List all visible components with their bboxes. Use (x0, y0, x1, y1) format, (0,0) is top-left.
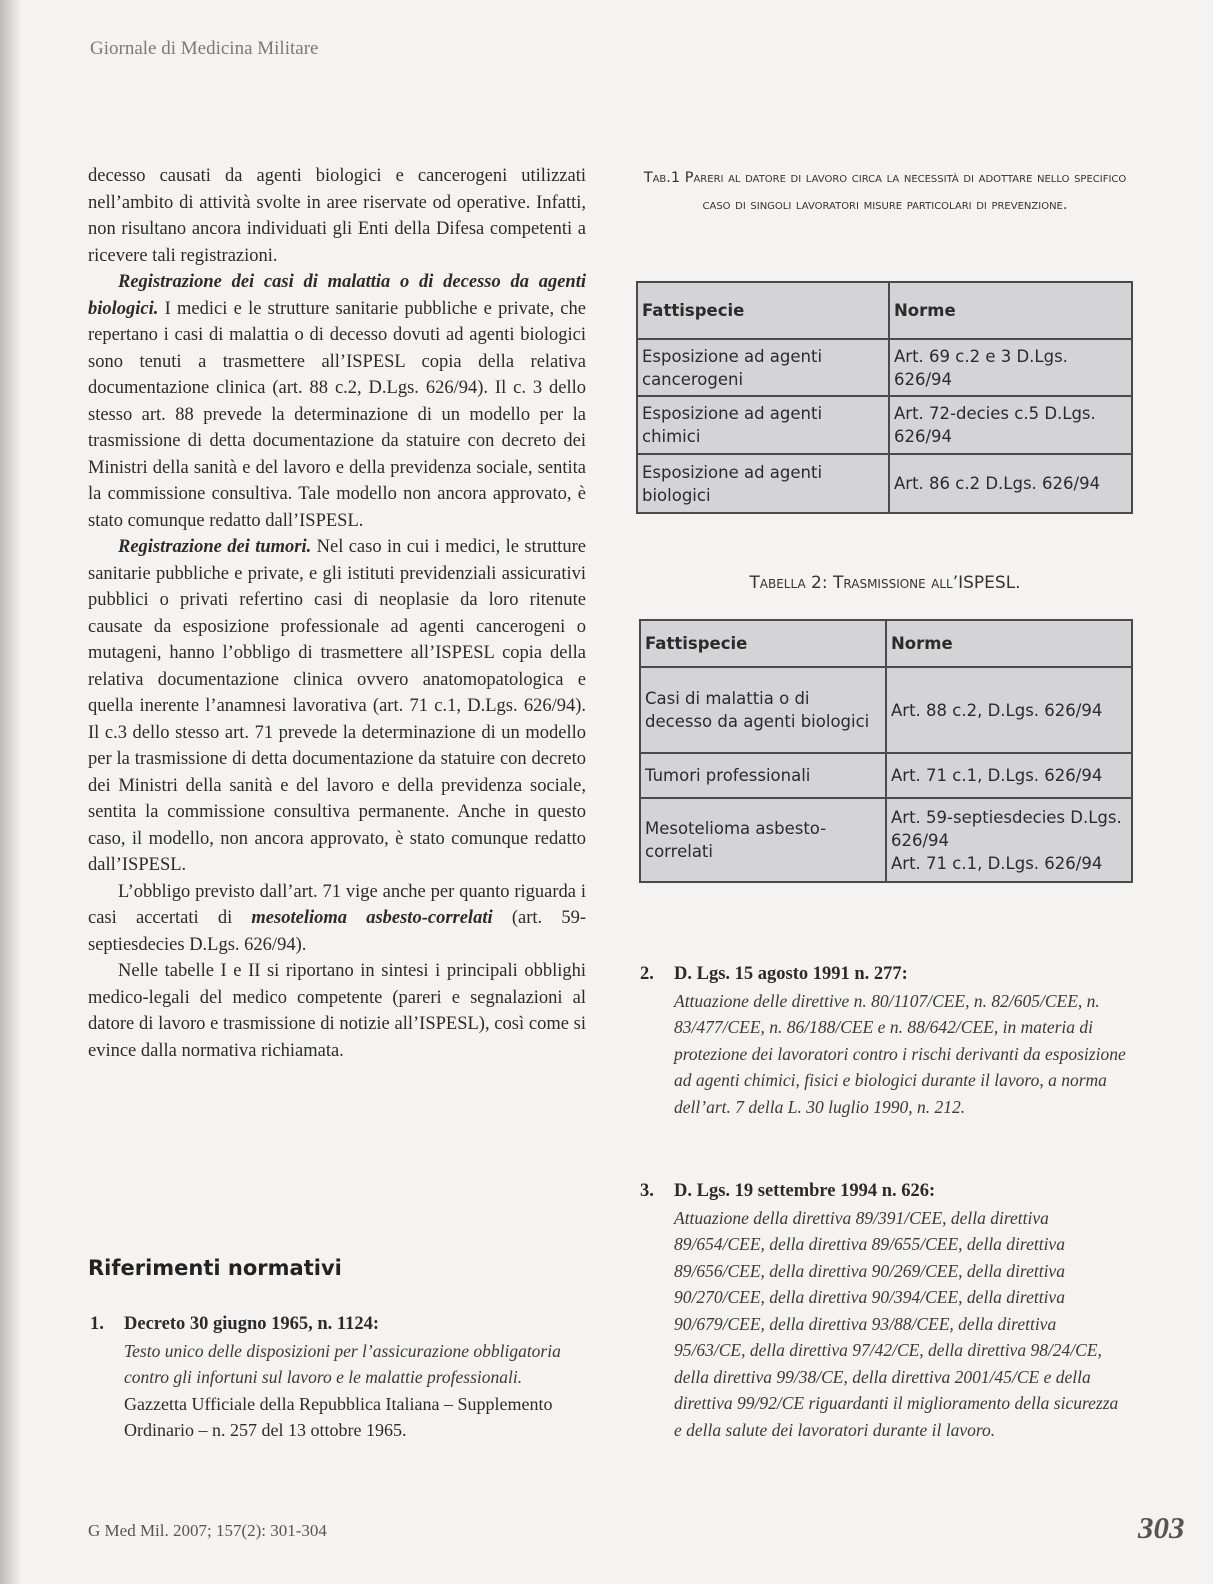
table-cell: Esposizione ad agenti chimici (637, 396, 889, 454)
reference-2 (640, 961, 1128, 1120)
reference-title: D. Lgs. 19 settembre 1994 n. 626: (674, 1181, 936, 1201)
table-1-caption: Tab.1 Pareri al datore di lavoro circa la necessità di adottare nello specifico caso di singoli lavoratori misure particolari di prevenzione. (643, 170, 1127, 213)
binding-shadow (0, 0, 22, 1584)
footer-citation: G Med Mil. 2007; 157(2): 301-304 (88, 1521, 327, 1540)
reference-number: 3. (640, 1181, 654, 1201)
reference-number: 2. (640, 964, 654, 984)
table-cell: Art. 72-decies c.5 D.Lgs. 626/94 (889, 396, 1132, 454)
table-cell (886, 798, 1132, 882)
table-cell: Art. 86 c.2 D.Lgs. 626/94 (889, 454, 1132, 513)
table-cell: Casi di malattia o di decesso da agenti biologici (640, 667, 886, 753)
table-cell: Esposizione ad agenti cancerogeni (637, 339, 889, 396)
paragraph-text: I medici e le strutture sanitarie pubbliche e private, che repertano i casi di malattia o di decesso dovuti ad agenti biologici sono tenuti a trasmettere all’ISPESL copia della relativa documentazione clinica (art. 88 c.2, D.Lgs. 626/94). Il c. 3 dello stesso art. 88 prevede la determinazione di un modello per la trasmissione di detta documentazione da statuire con decreto dei Ministri della sanità e del lavoro e della previdenza sociale, sentita la commissione consultiva. Tale modello non ancora approvato, è stato comunque redatto dall’ISPESL. (88, 298, 586, 531)
table-cell: Art. 88 c.2, D.Lgs. 626/94 (886, 667, 1132, 753)
reference-description: Attuazione della direttiva 89/391/CEE, della direttiva 89/654/CEE, della direttiva 89/655/CEE, della direttiva 89/656/CEE, della direttiva 90/269/CEE, della direttiva 90/270/CEE, della direttiva 90/394/CEE, della direttiva 90/679/CEE, della direttiva 93/88/CEE, della direttiva 95/63/CE, della direttiva 97/42/CE, della direttiva 98/24/CE, della direttiva 99/38/CE, della direttiva 2001/45/CE e della direttiva 99/92/CE riguardanti il miglioramento della sicurezza e della salute dei lavoratori durante il lavoro. (674, 1207, 1119, 1440)
reference-source: Gazzetta Ufficiale della Repubblica Italiana – Supplemento Ordinario – n. 257 del 13 ottobre 1965. (124, 1393, 553, 1440)
emphasis-term: mesotelioma asbesto-correlati (251, 908, 493, 928)
table-cell: Art. 69 c.2 e 3 D.Lgs. 626/94 (889, 339, 1132, 396)
table-header-cell: Fattispecie (640, 620, 886, 667)
table-header-cell: Fattispecie (637, 282, 889, 339)
paragraph-5: Nelle tabelle I e II si riportano in sintesi i principali obblighi medico-legali del medico competente (pareri e segnalazioni al datore di lavoro e trasmissione di notizie all’ISPESL), così come si evince dalla normativa richiamata. (88, 961, 586, 1061)
reference-number: 1. (90, 1314, 104, 1334)
table-2 (639, 619, 1133, 883)
paragraph-text: L’obbligo previsto dall’art. 71 vige anche per quanto riguarda i casi accertati di (88, 881, 586, 928)
run-in-heading: Registrazione dei casi di malattia o di decesso da agenti biologici. (88, 272, 586, 319)
reference-description: Attuazione delle direttive n. 80/1107/CEE, n. 82/605/CEE, n. 83/477/CEE, n. 86/188/CEE e n. 88/642/CEE, in materia di protezione dei lavoratori contro i rischi derivanti da esposizione ad agenti chimici, fisici e biologici durante il lavoro, a norma dell’art. 7 della L. 30 luglio 1990, n. 212. (674, 990, 1126, 1117)
table-header-cell: Norme (889, 282, 1132, 339)
paragraph-4 (88, 879, 586, 959)
norm-line: Art. 71 c.1, D.Lgs. 626/94 (891, 853, 1103, 873)
running-header: Giornale di Medicina Militare (90, 38, 319, 59)
table-1 (636, 281, 1133, 514)
paragraph-text: Nel caso in cui i medici, le strutture sanitarie pubbliche e private, e gli istituti previdenziali assicurativi pubblici o privati refertino casi di neoplasie da loro ritenute causate da esposizione professionale ad agenti cancerogeni o mutageni, hanno l’obbligo di trasmettere all’ISPESL copia della relativa documentazione clinica ovvero anatomopatologica e quella inerente l’anamnesi lavorativa (art. 71 c.1, D.Lgs. 626/94). Il c.3 dello stesso art. 71 prevede la determinazione di un modello per la trasmissione di detta documentazione da statuire con decreto dei Ministri della sanità e del lavoro e della previdenza sociale, sentita la commissione consultiva permanente. Anche in questo caso, il modello, non ancora approvato, è stato comunque redatto dall’ISPESL. (88, 537, 587, 875)
paragraph-text: (art. 59-septiesdecies D.Lgs. 626/94). (88, 908, 586, 955)
table-header-cell: Norme (886, 620, 1132, 667)
table-cell: Tumori professionali (640, 753, 886, 798)
paragraph-3 (88, 534, 586, 879)
reference-description: Testo unico delle disposizioni per l’assicurazione obbligatoria contro gli infortuni sul lavoro e le malattie professionali. (124, 1340, 561, 1387)
paragraph-2 (88, 269, 586, 534)
reference-3 (640, 1178, 1128, 1443)
norm-line: Art. 59-septiesdecies D.Lgs. 626/94 (891, 807, 1122, 850)
page-number: 303 (1138, 1510, 1185, 1545)
table-cell: Mesotelioma asbesto-correlati (640, 798, 886, 882)
paragraph-1: decesso causati da agenti biologici e cancerogeni utilizzati nell’ambito di attività svolte in aree riservate od operative. Infatti, non risultano ancora individuati gli Enti della Difesa competenti a ricevere tali registrazioni. (88, 166, 586, 266)
reference-title: Decreto 30 giugno 1965, n. 1124: (124, 1314, 380, 1334)
references-heading: Riferimenti normativi (88, 1256, 342, 1280)
table-cell: Art. 71 c.1, D.Lgs. 626/94 (886, 753, 1132, 798)
run-in-heading: Registrazione dei tumori. (118, 537, 312, 557)
reference-title: D. Lgs. 15 agosto 1991 n. 277: (674, 964, 908, 984)
body-text (88, 163, 586, 1064)
table-cell: Esposizione ad agenti biologici (637, 454, 889, 513)
reference-1 (90, 1311, 586, 1444)
table-2-caption: Tabella 2: Trasmissione all’ISPESL. (749, 573, 1021, 593)
